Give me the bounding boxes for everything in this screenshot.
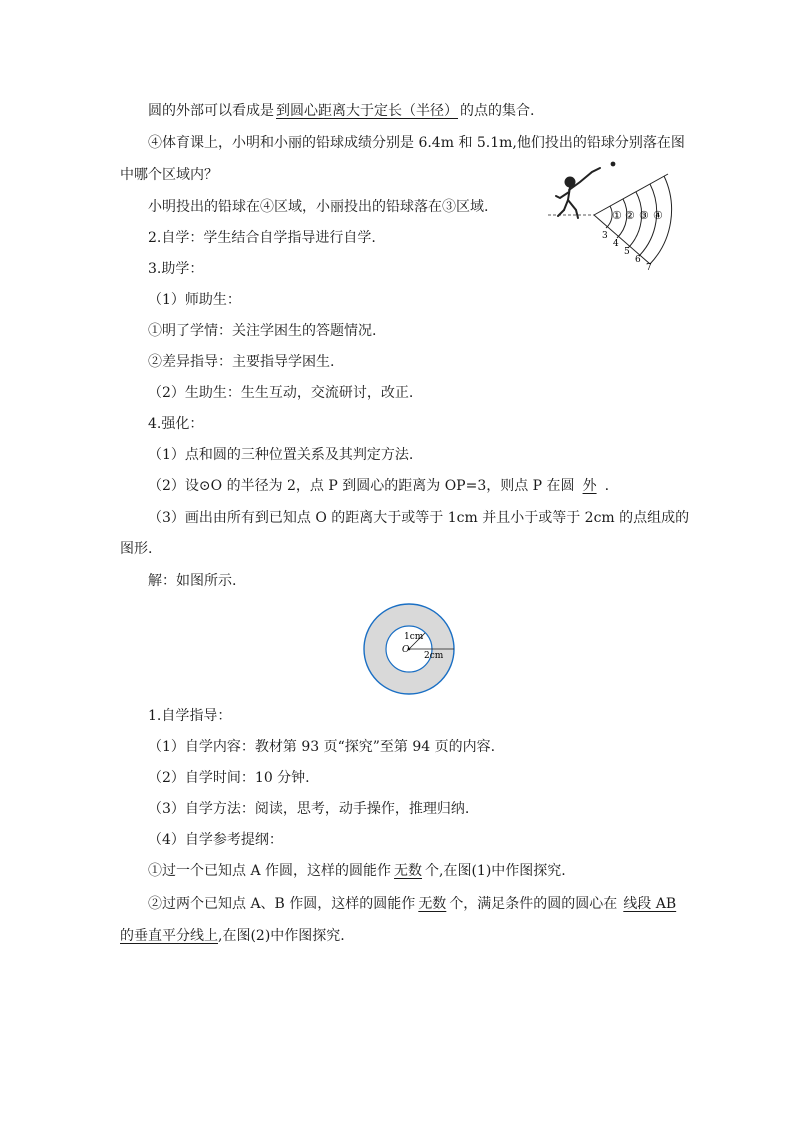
line-15: 图形. <box>120 541 153 557</box>
line-1 <box>148 101 534 121</box>
line-13 <box>148 476 609 496</box>
ring-number: 7 <box>646 263 652 273</box>
line-8: ①明了学情：关注学困生的答题情况. <box>148 323 377 339</box>
text: （2）设⊙O 的半径为 2，点 P 到圆心的距离为 OP=3，则点 P 在圆 <box>148 478 575 494</box>
text: ①过一个已知点 A 作圆，这样的圆能作 <box>148 863 392 879</box>
center-label: O <box>402 645 410 655</box>
ring-number: 6 <box>635 255 641 265</box>
answer-blank: 的垂直平分线上 <box>120 928 218 944</box>
line-18: （1）自学内容：教材第 93 页“探究”至第 94 页的内容. <box>148 739 496 755</box>
inner-radius-label: 1cm <box>404 632 424 642</box>
line-16: 解：如图所示. <box>148 573 237 589</box>
line-23 <box>148 894 678 914</box>
zone-labels <box>612 209 663 222</box>
zone-label: ③ <box>639 209 649 222</box>
shot-ball <box>611 162 616 167</box>
text: 圆的外部可以看成是 <box>148 103 274 119</box>
line-3: 中哪个区域内？ <box>120 167 218 183</box>
answer-blank: 无数 <box>394 863 423 879</box>
text: ,在图(2)中作图探究. <box>218 928 345 944</box>
athlete-icon <box>556 168 600 218</box>
ring-number: 4 <box>613 239 619 249</box>
outer-radius-label: 2cm <box>424 651 444 661</box>
annulus-figure <box>362 603 456 695</box>
zone-label: ② <box>625 209 635 222</box>
line-11: 4.强化： <box>148 416 204 432</box>
text: ②过两个已知点 A、B 作圆，这样的圆能作 <box>148 896 416 912</box>
text: 的点的集合. <box>460 103 535 119</box>
line-2: ④体育课上，小明和小丽的铅球成绩分别是 6.4m 和 5.1m,他们投出的铅球分别落在图 <box>148 135 685 151</box>
line-17: 1.自学指导： <box>148 708 232 724</box>
text: 个,在图(1)中作图探究. <box>425 863 566 879</box>
line-9: ②差异指导：主要指导学困生. <box>148 354 335 370</box>
line-22 <box>148 861 566 881</box>
answer-blank: 线段 AB <box>623 896 677 912</box>
line-7: （1）师助生： <box>148 292 241 308</box>
answer-blank: 无数 <box>418 896 447 912</box>
line-20: （3）自学方法：阅读，思考，动手操作，推理归纳. <box>148 801 470 817</box>
ring-numbers <box>602 231 652 273</box>
ring-number: 3 <box>602 231 608 241</box>
line-5: 2.自学：学生结合自学指导进行自学. <box>148 230 376 246</box>
line-4: 小明投出的铅球在④区域，小丽投出的铅球落在③区域. <box>148 199 489 215</box>
line-24 <box>120 926 345 946</box>
line-10: （2）生助生：生生互动，交流研讨，改正. <box>148 385 414 401</box>
answer-blank: 外 <box>582 478 597 494</box>
line-14: （3）画出由所有到已知点 O 的距离大于或等于 1cm 并且小于或等于 2cm 的点组成的 <box>148 510 690 526</box>
zone-label: ④ <box>653 209 663 222</box>
answer-blank: 到圆心距离大于定长（半径） <box>276 103 458 119</box>
zone-label: ① <box>612 209 622 222</box>
line-12: （1）点和圆的三种位置关系及其判定方法. <box>148 447 414 463</box>
shotput-figure <box>546 152 676 274</box>
line-6: 3.助学： <box>148 261 204 277</box>
text: . <box>604 478 610 494</box>
line-19: （2）自学时间：10 分钟. <box>148 770 310 786</box>
line-21: （4）自学参考提纲： <box>148 832 283 848</box>
ring-number: 5 <box>624 247 630 257</box>
text: 个，满足条件的圆的圆心在 <box>449 896 618 912</box>
